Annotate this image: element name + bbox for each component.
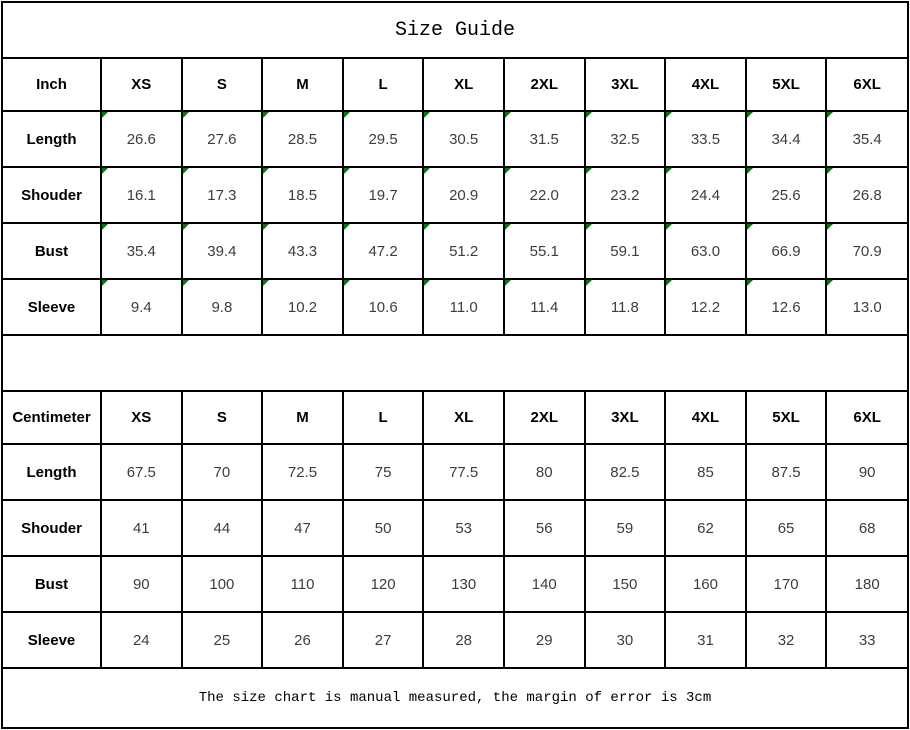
data-cell: 29 [504, 612, 585, 668]
size-guide-sheet [1, 1, 909, 729]
data-cell: 67.5 [101, 444, 182, 500]
data-cell: 160 [665, 556, 746, 612]
table-row [3, 167, 907, 223]
data-cell: 30.5 [423, 111, 504, 167]
data-cell: 72.5 [262, 444, 343, 500]
excel-flag-icon [827, 280, 833, 286]
data-cell: 55.1 [504, 223, 585, 279]
data-cell: 59 [585, 500, 666, 556]
col-header-cell: 2XL [504, 391, 585, 444]
data-cell: 170 [746, 556, 827, 612]
row-header-cell: Sleeve [3, 612, 101, 668]
row-header-cell: Bust [3, 223, 101, 279]
col-header-cell: 5XL [746, 58, 827, 111]
data-cell: 70.9 [826, 223, 907, 279]
data-cell: 28 [423, 612, 504, 668]
col-header-cell: 2XL [504, 58, 585, 111]
data-cell: 12.2 [665, 279, 746, 335]
data-cell: 24 [101, 612, 182, 668]
excel-flag-icon [666, 168, 672, 174]
table-row [3, 111, 907, 167]
data-cell: 43.3 [262, 223, 343, 279]
excel-flag-icon [505, 112, 511, 118]
excel-flag-icon [344, 224, 350, 230]
data-cell: 150 [585, 556, 666, 612]
data-cell: 65 [746, 500, 827, 556]
excel-flag-icon [827, 112, 833, 118]
col-header-cell: S [182, 391, 263, 444]
unit-header-cell: Centimeter [3, 391, 101, 444]
data-cell: 51.2 [423, 223, 504, 279]
excel-flag-icon [666, 112, 672, 118]
table-row [3, 279, 907, 335]
col-header-cell: 3XL [585, 391, 666, 444]
data-cell: 28.5 [262, 111, 343, 167]
data-cell: 11.8 [585, 279, 666, 335]
data-cell: 77.5 [423, 444, 504, 500]
data-cell: 26.8 [826, 167, 907, 223]
data-cell: 44 [182, 500, 263, 556]
footer-row [3, 669, 907, 727]
data-cell: 90 [101, 556, 182, 612]
row-header-cell: Bust [3, 556, 101, 612]
excel-flag-icon [102, 168, 108, 174]
data-cell: 30 [585, 612, 666, 668]
excel-flag-icon [263, 168, 269, 174]
excel-flag-icon [747, 112, 753, 118]
excel-flag-icon [183, 280, 189, 286]
excel-flag-icon [586, 280, 592, 286]
header-row [3, 58, 907, 111]
header-row [3, 391, 907, 444]
data-cell: 33 [826, 612, 907, 668]
data-cell: 32.5 [585, 111, 666, 167]
excel-flag-icon [263, 280, 269, 286]
data-cell: 56 [504, 500, 585, 556]
table-row [3, 500, 907, 556]
row-header-cell: Shouder [3, 167, 101, 223]
excel-flag-icon [183, 224, 189, 230]
data-cell: 85 [665, 444, 746, 500]
title-row [3, 3, 907, 57]
col-header-cell: M [262, 58, 343, 111]
data-cell: 35.4 [101, 223, 182, 279]
table-row [3, 556, 907, 612]
excel-flag-icon [102, 112, 108, 118]
data-cell: 29.5 [343, 111, 424, 167]
col-header-cell: 6XL [826, 391, 907, 444]
col-header-cell: M [262, 391, 343, 444]
data-cell: 80 [504, 444, 585, 500]
data-cell: 13.0 [826, 279, 907, 335]
centimeter-size-table [3, 390, 907, 669]
excel-flag-icon [183, 112, 189, 118]
inch-size-table [3, 57, 907, 336]
spacer-row [3, 336, 907, 390]
data-cell: 130 [423, 556, 504, 612]
data-cell: 39.4 [182, 223, 263, 279]
data-cell: 23.2 [585, 167, 666, 223]
data-cell: 10.2 [262, 279, 343, 335]
col-header-cell: 5XL [746, 391, 827, 444]
data-cell: 87.5 [746, 444, 827, 500]
data-cell: 75 [343, 444, 424, 500]
data-cell: 62 [665, 500, 746, 556]
row-header-cell: Shouder [3, 500, 101, 556]
excel-flag-icon [424, 224, 430, 230]
data-cell: 31.5 [504, 111, 585, 167]
data-cell: 25.6 [746, 167, 827, 223]
excel-flag-icon [424, 280, 430, 286]
data-cell: 47 [262, 500, 343, 556]
data-cell: 120 [343, 556, 424, 612]
excel-flag-icon [747, 168, 753, 174]
data-cell: 35.4 [826, 111, 907, 167]
col-header-cell: 3XL [585, 58, 666, 111]
excel-flag-icon [263, 112, 269, 118]
col-header-cell: S [182, 58, 263, 111]
excel-flag-icon [424, 112, 430, 118]
data-cell: 17.3 [182, 167, 263, 223]
data-cell: 68 [826, 500, 907, 556]
data-cell: 16.1 [101, 167, 182, 223]
col-header-cell: XS [101, 391, 182, 444]
data-cell: 63.0 [665, 223, 746, 279]
data-cell: 47.2 [343, 223, 424, 279]
row-header-cell: Length [3, 111, 101, 167]
data-cell: 32 [746, 612, 827, 668]
unit-header-cell: Inch [3, 58, 101, 111]
data-cell: 31 [665, 612, 746, 668]
excel-flag-icon [666, 280, 672, 286]
data-cell: 10.6 [343, 279, 424, 335]
excel-flag-icon [344, 168, 350, 174]
excel-flag-icon [183, 168, 189, 174]
data-cell: 180 [826, 556, 907, 612]
col-header-cell: XS [101, 58, 182, 111]
data-cell: 90 [826, 444, 907, 500]
col-header-cell: XL [423, 58, 504, 111]
data-cell: 59.1 [585, 223, 666, 279]
data-cell: 53 [423, 500, 504, 556]
col-header-cell: XL [423, 391, 504, 444]
excel-flag-icon [666, 224, 672, 230]
col-header-cell: 4XL [665, 58, 746, 111]
excel-flag-icon [102, 280, 108, 286]
table-row [3, 223, 907, 279]
data-cell: 110 [262, 556, 343, 612]
footer-note: The size chart is manual measured, the margin of error is 3cm [198, 690, 712, 706]
table-row [3, 612, 907, 668]
excel-flag-icon [424, 168, 430, 174]
table-row [3, 444, 907, 500]
col-header-cell: 4XL [665, 391, 746, 444]
data-cell: 18.5 [262, 167, 343, 223]
page-title: Size Guide [394, 18, 516, 42]
data-cell: 82.5 [585, 444, 666, 500]
data-cell: 70 [182, 444, 263, 500]
excel-flag-icon [505, 280, 511, 286]
data-cell: 50 [343, 500, 424, 556]
data-cell: 24.4 [665, 167, 746, 223]
data-cell: 27 [343, 612, 424, 668]
excel-flag-icon [747, 280, 753, 286]
data-cell: 26.6 [101, 111, 182, 167]
data-cell: 34.4 [746, 111, 827, 167]
data-cell: 12.6 [746, 279, 827, 335]
excel-flag-icon [263, 224, 269, 230]
excel-flag-icon [344, 280, 350, 286]
data-cell: 22.0 [504, 167, 585, 223]
row-header-cell: Sleeve [3, 279, 101, 335]
data-cell: 26 [262, 612, 343, 668]
excel-flag-icon [102, 224, 108, 230]
data-cell: 100 [182, 556, 263, 612]
data-cell: 9.8 [182, 279, 263, 335]
data-cell: 19.7 [343, 167, 424, 223]
data-cell: 11.0 [423, 279, 504, 335]
data-cell: 20.9 [423, 167, 504, 223]
excel-flag-icon [586, 168, 592, 174]
data-cell: 27.6 [182, 111, 263, 167]
col-header-cell: 6XL [826, 58, 907, 111]
data-cell: 140 [504, 556, 585, 612]
data-cell: 33.5 [665, 111, 746, 167]
excel-flag-icon [344, 112, 350, 118]
data-cell: 25 [182, 612, 263, 668]
excel-flag-icon [827, 224, 833, 230]
row-header-cell: Length [3, 444, 101, 500]
excel-flag-icon [747, 224, 753, 230]
col-header-cell: L [343, 391, 424, 444]
data-cell: 66.9 [746, 223, 827, 279]
data-cell: 41 [101, 500, 182, 556]
col-header-cell: L [343, 58, 424, 111]
excel-flag-icon [827, 168, 833, 174]
data-cell: 9.4 [101, 279, 182, 335]
excel-flag-icon [505, 168, 511, 174]
excel-flag-icon [505, 224, 511, 230]
data-cell: 11.4 [504, 279, 585, 335]
excel-flag-icon [586, 224, 592, 230]
excel-flag-icon [586, 112, 592, 118]
